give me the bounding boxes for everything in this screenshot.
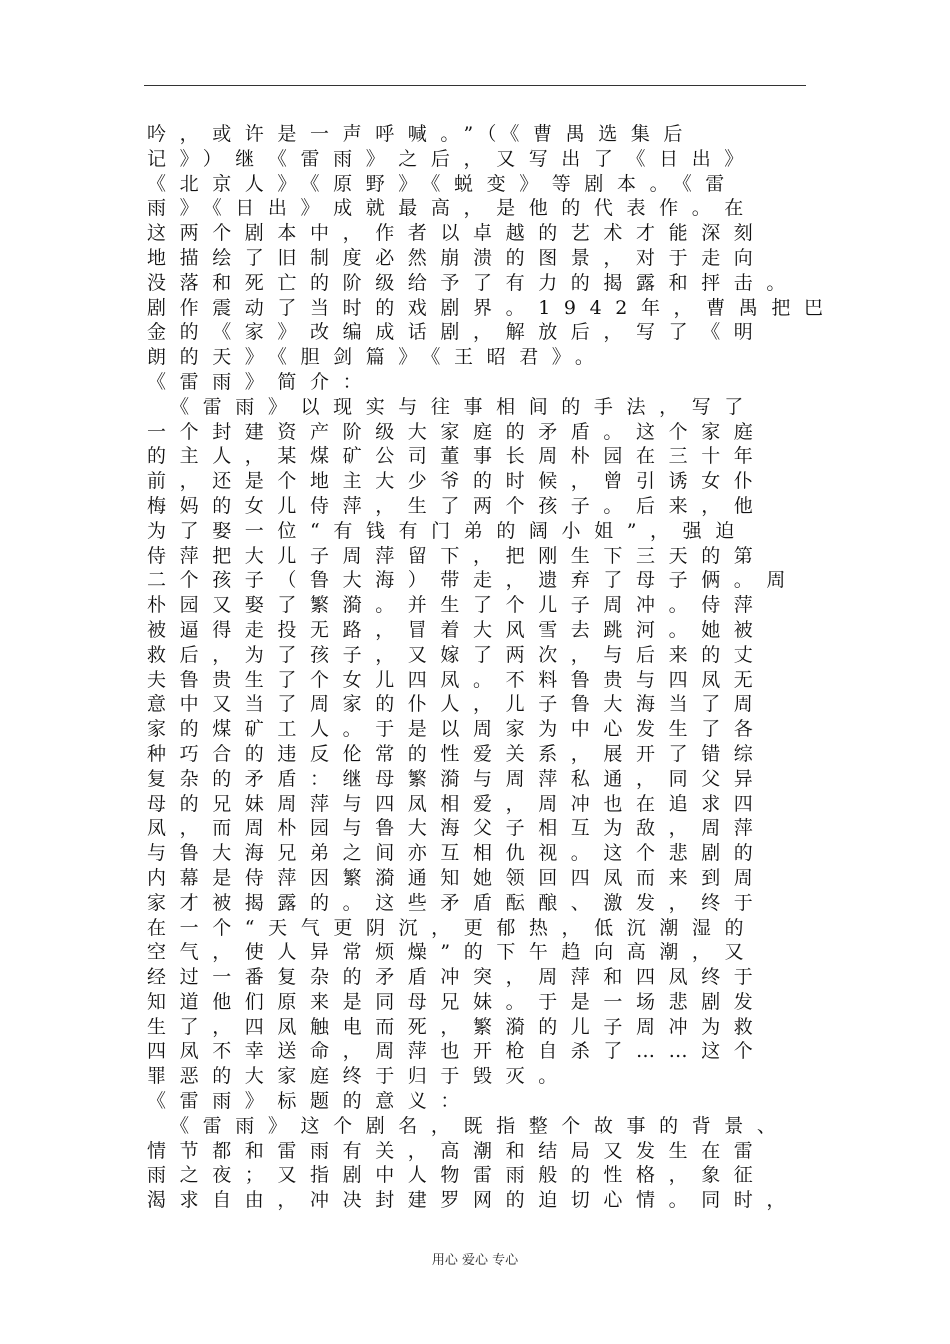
text-line: 吟，或许是一声呼喊。”（《曹禺选集后 — [147, 123, 697, 145]
text-line: 这两个剧本中，作者以卓越的艺术才能深刻 — [147, 222, 767, 245]
text-line: 没落和死亡的阶级给予了有力的揭露和抨击。 — [147, 271, 800, 294]
text-line: 情节都和雷雨有关，高潮和结局又发生在雷 — [147, 1139, 767, 1162]
text-line: 夫鲁贵生了个女儿四凤。不料鲁贵与四凤无 — [147, 668, 767, 691]
text-line: 渴求自由，冲决封建罗网的迫切心情。同时， — [147, 1189, 800, 1212]
text-line: 的主人，某煤矿公司董事长周朴园在三十年 — [147, 445, 767, 468]
text-line: 为了娶一位“有钱有门弟的阔小姐”，强迫 — [147, 519, 748, 542]
text-line: 家才被揭露的。这些矛盾酝酿、激发，终于 — [147, 891, 767, 914]
text-line: 救后，为了孩子，又嫁了两次，与后来的丈 — [147, 643, 767, 666]
text-line: 朴园又娶了繁漪。并生了个儿子周冲。侍萍 — [147, 594, 767, 617]
text-line: 剧作震动了当时的戏剧界。1942年，曹禺把巴 — [147, 296, 837, 319]
text-line: 《雷雨》以现实与往事相间的手法，写了 — [147, 395, 757, 418]
text-line: 种巧合的违反伦常的性爱关系，展开了错综 — [147, 742, 767, 765]
text-line: 朗的天》《胆剑篇》《王昭君》。 — [147, 346, 608, 369]
text-line: 侍萍把大儿子周萍留下，把刚生下三天的第 — [147, 544, 767, 567]
text-line: 雨》《日出》成就最高，是他的代表作。在 — [147, 197, 757, 220]
section-heading: 《雷雨》标题的意义： — [147, 1090, 474, 1113]
text-line: 罪恶的大家庭终于归于毁灭。 — [147, 1065, 571, 1088]
text-line: 四凤不幸送命，周萍也开枪自杀了……这个 — [147, 1040, 767, 1063]
text-line: 《北京人》《原野》《蜕变》等剧本。《雷 — [147, 172, 738, 195]
text-line: 二个孩子（鲁大海）带走，遗弃了母子俩。周 — [147, 569, 800, 592]
text-line: 梅妈的女儿侍萍，生了两个孩子。后来，他 — [147, 494, 767, 517]
text-line: 一个封建资产阶级大家庭的矛盾。这个家庭 — [147, 420, 767, 443]
text-line: 生了，四凤触电而死，繁漪的儿子周冲为救 — [147, 1015, 767, 1038]
text-line: 金的《家》改编成话剧，解放后，写了《明 — [147, 321, 767, 344]
text-line: 被逼得走投无路，冒着大风雪去跳河。她被 — [147, 618, 767, 641]
text-line: 家的煤矿工人。于是以周家为中心发生了各 — [147, 718, 767, 741]
text-line: 在一个“天气更阴沉，更郁热，低沉潮湿的 — [147, 916, 758, 939]
text-line: 前，还是个地主大少爷的时候，曾引诱女仆 — [147, 470, 767, 493]
section-heading: 《雷雨》简介： — [147, 370, 376, 393]
text-line: 雨之夜；又指剧中人物雷雨般的性格，象征 — [147, 1164, 767, 1187]
text-line: 复杂的矛盾：继母繁漪与周萍私通，同父异 — [147, 767, 767, 790]
text-line: 凤，而周朴园与鲁大海父子相互为敌，周萍 — [147, 817, 767, 840]
text-line: 与鲁大海兄弟之间亦互相仇视。这个悲剧的 — [147, 842, 767, 865]
page-footer: 用心 爱心 专心 — [431, 1253, 519, 1268]
text-line: 《雷雨》这个剧名，既指整个故事的背景、 — [147, 1114, 790, 1137]
text-line: 意中又当了周家的仆人，儿子鲁大海当了周 — [147, 693, 767, 716]
text-line: 知道他们原来是同母兄妹。于是一场悲剧发 — [147, 990, 767, 1013]
text-line: 经过一番复杂的矛盾冲突，周萍和四凤终于 — [147, 966, 767, 989]
text-line: 空气，使人异常烦燥”的下午趋向高潮，又 — [147, 941, 758, 964]
text-line: 内幕是侍萍因繁漪通知她领回四凤而来到周 — [147, 866, 767, 889]
text-line: 记》）继《雷雨》之后，又写出了《日出》 — [147, 147, 757, 170]
text-line: 地描绘了旧制度必然崩溃的图景，对于走向 — [147, 246, 767, 269]
text-line: 母的兄妹周萍与四凤相爱，周冲也在追求四 — [147, 792, 767, 815]
body-text — [147, 122, 837, 1213]
header-rule — [144, 85, 806, 86]
